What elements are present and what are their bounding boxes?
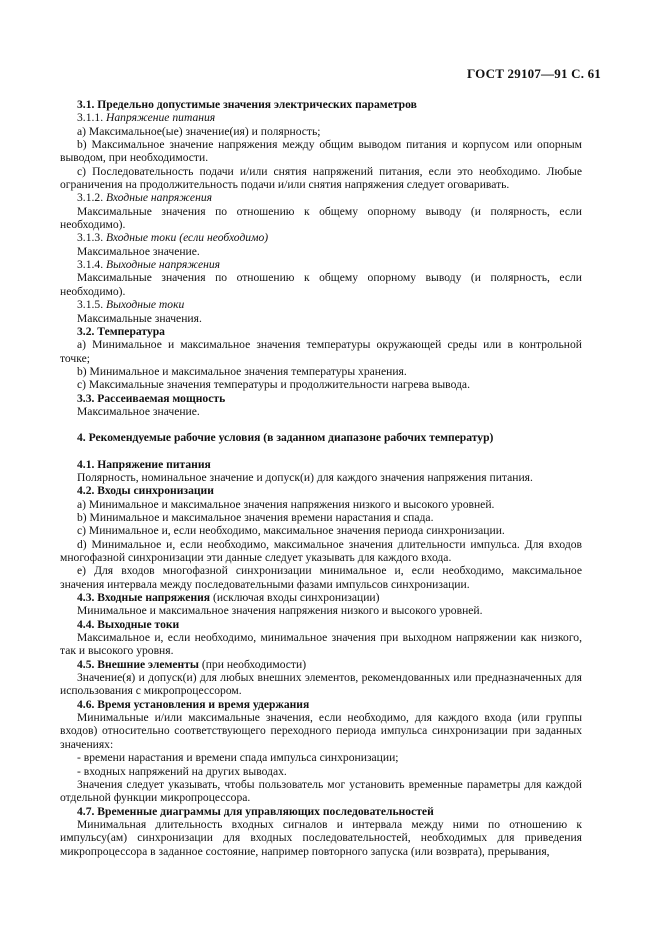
paragraph-text: b) Максимальное значение напряжения между общим выводом питания и корпусом или опорным выводом, при необходимости. xyxy=(60,138,582,165)
blank-line xyxy=(60,445,582,458)
paragraph-text: Минимальные и/или максимальные значения, если необходимо, для каждого входа (или группы входов) относительно соответствующего переходного периода импульса синхронизации при заданных значениях: xyxy=(60,711,582,751)
heading-text: 4.7. Временные диаграммы для управляющих последовательностей xyxy=(77,804,434,818)
paragraph xyxy=(60,711,582,751)
heading-note: (исключая входы синхронизации) xyxy=(210,591,380,605)
paragraph xyxy=(60,818,582,858)
section-heading xyxy=(60,591,582,604)
paragraph xyxy=(60,258,582,271)
paragraph-text: c) Максимальные значения температуры и продолжительности нагрева вывода. xyxy=(77,378,470,392)
paragraph xyxy=(60,511,582,524)
section-heading xyxy=(60,98,582,111)
blank-line xyxy=(60,418,582,431)
paragraph-text: Минимальная длительность входных сигналов и интервала между ними по отношению к импульсу(ам) синхронизации для входных последовательностей, необходимых для приведения микропроцессора в заданное состояние, например повторного запуска (или возврата), прерывания, xyxy=(60,817,582,858)
paragraph xyxy=(60,338,582,365)
paragraph xyxy=(60,498,582,511)
section-heading xyxy=(60,618,582,631)
subsection-title: Выходные напряжения xyxy=(105,258,221,272)
heading-text: 3.2. Температура xyxy=(77,324,165,338)
paragraph xyxy=(60,778,582,805)
paragraph-text: d) Минимальное и, если необходимо, максимальное значения длительности импульса. Для входов многофазной синхронизации эти данные следует указывать для каждого входа. xyxy=(60,537,582,564)
section-heading xyxy=(60,325,582,338)
paragraph xyxy=(60,671,582,698)
section-heading xyxy=(60,484,582,497)
paragraph-text: a) Минимальное и максимальное значения напряжения низкого и высокого уровней. xyxy=(77,497,495,511)
paragraph-text: Максимальное и, если необходимо, минимальное значения при выходном напряжении как низкого, так и высокого уровня. xyxy=(60,631,582,658)
heading-text: 4.3. Входные напряжения xyxy=(77,591,211,605)
subsection-title: Входные токи (если необходимо) xyxy=(105,231,269,245)
paragraph-text: Максимальные значения. xyxy=(77,311,202,325)
paragraph-text: Значения следует указывать, чтобы пользователь мог установить временные параметры для каждой отдельной функции микропроцессора. xyxy=(60,777,582,805)
paragraph xyxy=(60,751,582,764)
section-heading xyxy=(60,698,582,711)
paragraph xyxy=(60,165,582,192)
paragraph-text: 3.1.4. xyxy=(77,258,106,272)
heading-text: 3.1. Предельно допустимые значения электрических параметров xyxy=(77,98,417,111)
paragraph xyxy=(60,405,582,418)
paragraph xyxy=(60,765,582,778)
subsection-title: Выходные токи xyxy=(105,298,185,312)
paragraph-text: Максимальные значения по отношению к общему опорному выводу (и полярность, если необходимо). xyxy=(60,271,582,298)
document-body xyxy=(60,98,582,858)
paragraph-text: c) Последовательность подачи и/или снятия напряжений питания, если это необходимо. Любые ограничения на продолжительность подачи и/или снятия напряжения следует оговаривать. xyxy=(60,164,582,192)
paragraph xyxy=(60,138,582,165)
paragraph xyxy=(60,471,582,484)
paragraph xyxy=(60,312,582,325)
heading-text: 4.6. Время установления и время удержания xyxy=(77,697,310,711)
paragraph xyxy=(60,245,582,258)
paragraph-text: Значение(я) и допуск(и) для любых внешних элементов, рекомендованных или предназначенных для использования с микропроцессором. xyxy=(60,671,582,698)
paragraph-text: 3.1.2. xyxy=(77,191,106,205)
heading-note: (при необходимости) xyxy=(198,657,307,671)
heading-text: 4.1. Напряжение питания xyxy=(77,457,211,471)
paragraph-text: 3.1.1. xyxy=(77,111,106,125)
paragraph-text: 3.1.3. xyxy=(77,231,106,245)
paragraph-text: c) Минимальное и, если необходимо, максимальное значения периода синхронизации. xyxy=(77,524,505,538)
paragraph xyxy=(60,125,582,138)
subsection-title: Напряжение питания xyxy=(105,111,216,125)
paragraph-text: Полярность, номинальное значение и допуск(и) для каждого значения напряжения питания. xyxy=(77,470,533,484)
paragraph xyxy=(60,524,582,537)
section-heading xyxy=(60,458,582,471)
section-heading xyxy=(60,805,582,818)
paragraph xyxy=(60,271,582,298)
section-heading xyxy=(60,392,582,405)
paragraph xyxy=(60,378,582,391)
page-header: ГОСТ 29107—91 С. 61 xyxy=(467,66,601,81)
paragraph-text: b) Минимальное и максимальное значения температуры хранения. xyxy=(77,364,407,378)
paragraph-text: 3.1.5. xyxy=(77,298,106,312)
paragraph-text: a) Минимальное и максимальное значения температуры окружающей среды или в контрольной точке; xyxy=(60,338,582,365)
paragraph-text: Максимальное значение. xyxy=(77,404,200,418)
heading-text: 4.4. Выходные токи xyxy=(77,617,180,631)
paragraph-text: - входных напряжений на других выводах. xyxy=(77,764,287,778)
paragraph-text: Минимальное и максимальное значения напряжения низкого и высокого уровней. xyxy=(77,604,483,618)
paragraph-text: - времени нарастания и времени спада импульса синхронизации; xyxy=(77,751,399,765)
paragraph xyxy=(60,298,582,311)
paragraph xyxy=(60,365,582,378)
paragraph xyxy=(60,111,582,124)
paragraph-text: Максимальное значение. xyxy=(77,244,200,258)
paragraph-text: b) Минимальное и максимальное значения времени нарастания и спада. xyxy=(77,510,434,524)
paragraph xyxy=(60,231,582,244)
subsection-title: Входные напряжения xyxy=(105,191,213,205)
section-heading xyxy=(60,431,582,444)
paragraph xyxy=(60,604,582,617)
section-heading xyxy=(60,658,582,671)
heading-text: 4.5. Внешние элементы xyxy=(77,657,199,671)
paragraph xyxy=(60,191,582,204)
paragraph xyxy=(60,564,582,591)
paragraph-text: e) Для входов многофазной синхронизации минимальное и, если необходимо, максимальное значения интервала между последовательными фазами импульсов синхронизации. xyxy=(60,564,582,591)
paragraph xyxy=(60,538,582,565)
heading-text: 4.2. Входы синхронизации xyxy=(77,484,214,498)
paragraph-text: a) Максимальное(ые) значение(ия) и полярность; xyxy=(77,124,321,138)
heading-text: 3.3. Рассеиваемая мощность xyxy=(77,391,226,405)
heading-text: 4. Рекомендуемые рабочие условия (в заданном диапазоне рабочих температур) xyxy=(77,431,494,445)
paragraph-text: Максимальные значения по отношению к общему опорному выводу (и полярность, если необходимо). xyxy=(60,204,582,232)
paragraph xyxy=(60,205,582,232)
paragraph xyxy=(60,631,582,658)
